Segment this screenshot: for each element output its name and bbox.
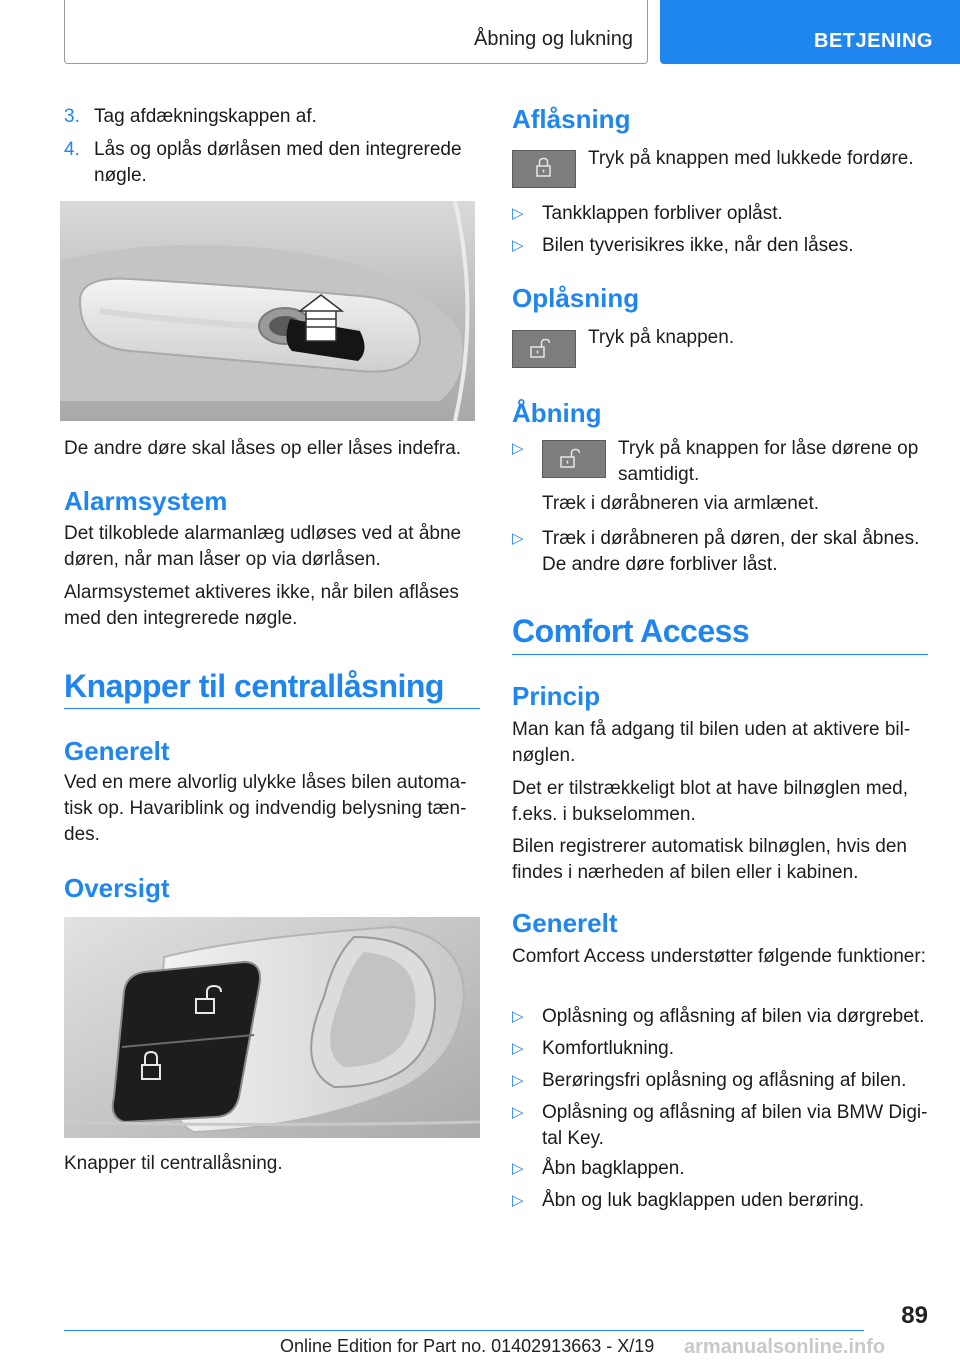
header-chapter-tab[interactable] [660, 0, 960, 64]
princip-para-2 [512, 776, 928, 828]
princip-text-1: Man kan få adgang til bilen uden at aktivere bilnøglen. [512, 719, 911, 766]
princip-text-3: Bilen registrerer automatisk bilnøglen, hvis den findes i nærheden af bilen eller i kabinen. [512, 836, 907, 883]
oplasning-instr [588, 325, 928, 351]
door-note [64, 436, 480, 462]
aflasning-section [512, 104, 928, 134]
triangle-right-icon: ▷ [512, 1040, 524, 1057]
triangle-right-icon: ▷ [512, 1160, 524, 1177]
step-item [64, 137, 480, 189]
chapter-title-right [512, 612, 928, 650]
door-note-text: De andre døre skal låses op eller låses indefra. [64, 438, 462, 459]
alarm-para-1 [64, 521, 480, 573]
door-lock-photo [60, 201, 475, 421]
generelt-para [64, 770, 480, 848]
abning-section [512, 398, 928, 428]
generelt-heading: Generelt [64, 736, 170, 766]
watermark: armanualsonline.info [684, 1336, 886, 1358]
alarm-heading: Alarmsystem [64, 486, 228, 516]
triangle-right-icon: ▷ [512, 530, 524, 547]
lock-closed-icon [513, 151, 575, 187]
step-item [64, 104, 480, 130]
generelt-text: Ved en mere alvorlig ulykke låses bilen automatisk op. Havariblink og indvendig belysning tændes. [64, 772, 467, 845]
lock-open-icon [513, 331, 575, 367]
list-item-text: Åbn bagklappen. [542, 1158, 685, 1179]
abning-sub-text: Træk i døråbneren via armlænet. [542, 493, 820, 514]
list-item-text: Træk i døråbneren på døren, der skal åbnes. De andre døre forbliver låst. [542, 528, 920, 575]
lock-open-icon [543, 441, 605, 477]
list-item [512, 1188, 928, 1214]
page-number: 89 [901, 1302, 928, 1329]
list-item-text: Oplåsning og aflåsning af bilen via dørgrebet. [542, 1006, 925, 1027]
alarm-para-2 [64, 580, 480, 632]
aflasning-instr [588, 146, 928, 172]
alarm-section [64, 486, 480, 516]
list-item [512, 1156, 928, 1182]
list-item [512, 1004, 928, 1030]
chapter-heading: Knapper til centrallåsning [64, 668, 444, 704]
oversigt-caption [64, 1151, 480, 1177]
step-text: Lås og oplås dørlåsen med den integrerede nøgle. [94, 139, 462, 186]
list-item [512, 201, 928, 227]
header-section-box [64, 0, 648, 64]
alarm-text-2: Alarmsystemet aktiveres ikke, når bilen aflåses med den integrerede nøgle. [64, 582, 459, 629]
chapter-rule [64, 708, 480, 709]
oversigt-caption-text: Knapper til centrallåsning. [64, 1153, 283, 1174]
princip-section [512, 681, 928, 711]
oversigt-heading: Oversigt [64, 873, 170, 903]
list-item-text: Åbn og luk bagklappen uden berøring. [542, 1190, 865, 1211]
unlock-button-image [512, 330, 576, 368]
oplasning-heading: Oplåsning [512, 283, 640, 313]
triangle-right-icon: ▷ [512, 440, 524, 457]
triangle-right-icon: ▷ [512, 237, 524, 254]
generelt-section [64, 736, 480, 766]
chapter-heading: Comfort Access [512, 613, 750, 649]
princip-heading: Princip [512, 681, 601, 711]
oplasning-instr-text: Tryk på knappen. [588, 327, 735, 348]
step-number: 3. [64, 106, 80, 127]
unlock-button-image [542, 440, 606, 478]
step-text: Tag afdækningskappen af. [94, 106, 317, 127]
list-item [512, 1100, 928, 1152]
list-item [512, 1036, 928, 1062]
triangle-right-icon: ▷ [512, 1072, 524, 1089]
abning-instr-text: Tryk på knappen for låse dørene op samtidigt. [618, 438, 919, 485]
triangle-right-icon: ▷ [512, 1192, 524, 1209]
step-number: 4. [64, 139, 80, 160]
princip-para-3 [512, 834, 928, 886]
aflasning-instr-text: Tryk på knappen med lukkede fordøre. [588, 148, 914, 169]
oversigt-section [64, 873, 480, 903]
footer-edition: Online Edition for Part no. 01402913663 - X/19 [280, 1336, 655, 1356]
chapter-title-left [64, 667, 480, 705]
generelt-heading: Generelt [512, 908, 618, 938]
abning-heading: Åbning [512, 398, 602, 428]
list-item-text: Berøringsfri oplåsning og aflåsning af bilen. [542, 1070, 907, 1091]
list-item [512, 1068, 928, 1094]
list-item [512, 233, 928, 259]
triangle-right-icon: ▷ [512, 1008, 524, 1025]
list-item-text: Tankklappen forbliver oplåst. [542, 203, 783, 224]
generelt-section-right [512, 908, 928, 938]
header-tab-label: BETJENING [814, 30, 933, 52]
central-lock-buttons-photo [64, 917, 480, 1138]
list-item-text: Komfortlukning. [542, 1038, 675, 1059]
footer-rule [64, 1330, 864, 1331]
header-section-title: Åbning og lukning [473, 28, 633, 50]
princip-para-1 [512, 717, 928, 769]
oplasning-section [512, 283, 928, 313]
lock-button-image [512, 150, 576, 188]
generelt-intro-text: Comfort Access understøtter følgende funktioner: [512, 946, 926, 967]
princip-text-2: Det er tilstrækkeligt blot at have bilnøglen med, f.eks. i bukselommen. [512, 778, 909, 825]
list-item [512, 526, 928, 578]
list-item-text: Oplåsning og aflåsning af bilen via BMW Digital Key. [542, 1102, 928, 1149]
list-item-text: Bilen tyverisikres ikke, når den låses. [542, 235, 854, 256]
abning-instr [618, 436, 928, 488]
aflasning-heading: Aflåsning [512, 104, 631, 134]
chapter-rule [512, 654, 928, 655]
alarm-text-1: Det tilkoblede alarmanlæg udløses ved at åbne døren, når man låser op via dørlåsen. [64, 523, 462, 570]
generelt-intro [512, 944, 928, 970]
triangle-right-icon: ▷ [512, 205, 524, 222]
triangle-right-icon: ▷ [512, 1104, 524, 1121]
abning-sub [542, 491, 928, 517]
